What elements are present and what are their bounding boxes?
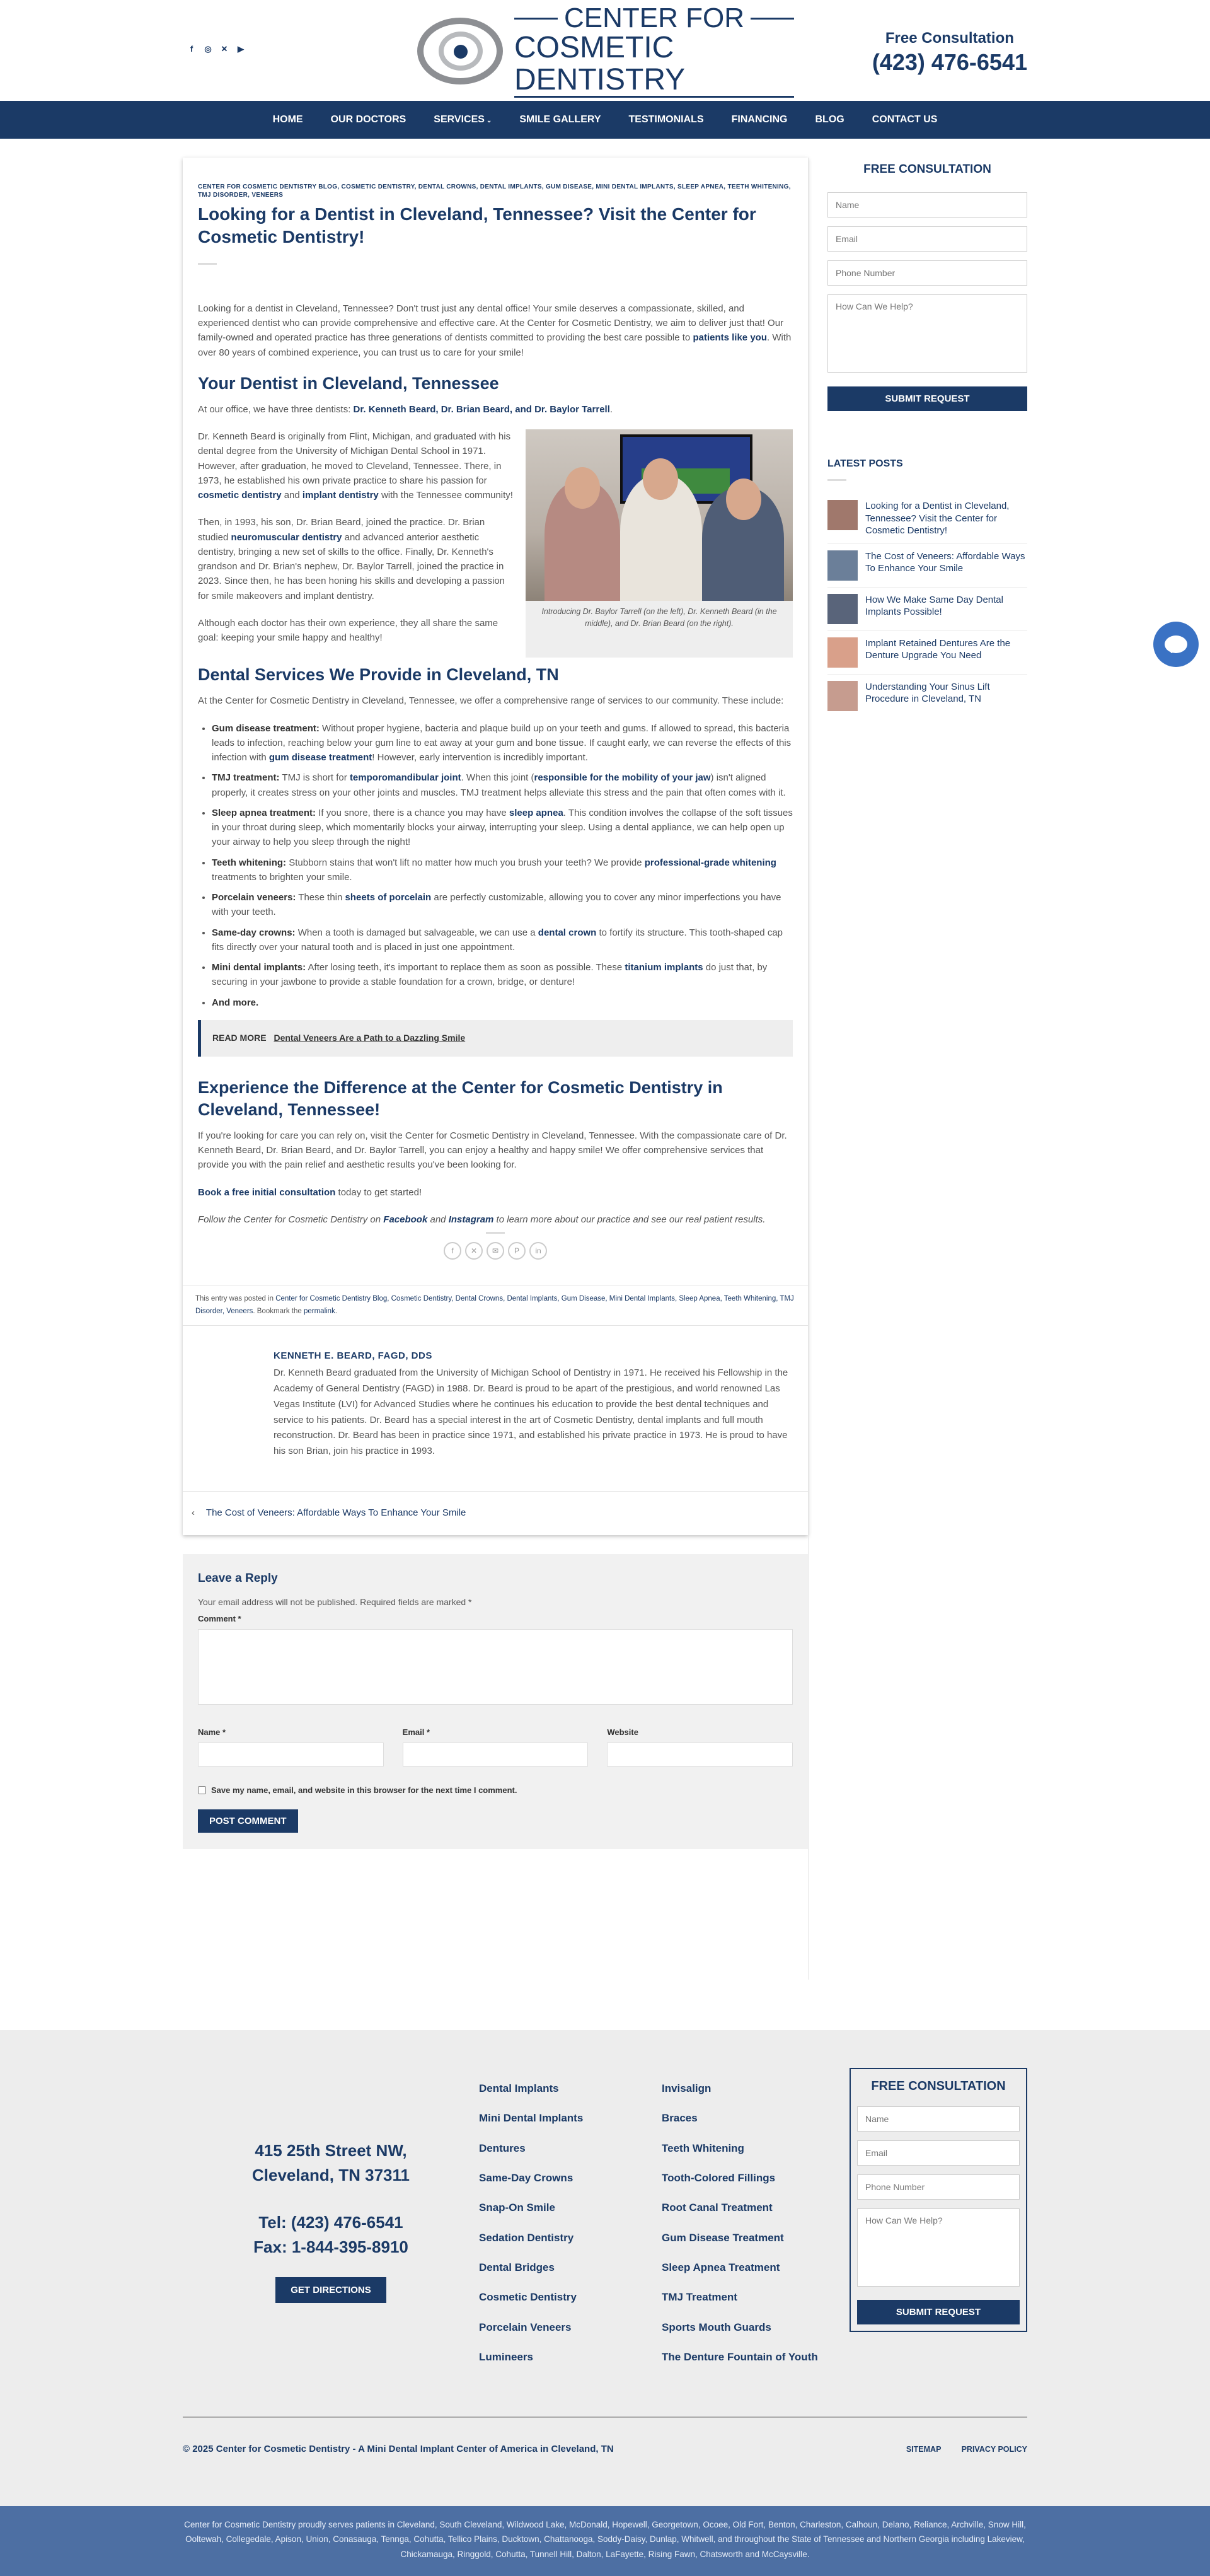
facebook-icon[interactable]: f	[190, 44, 193, 54]
footer-address-line2: Cleveland, TN 37311	[251, 2166, 410, 2184]
brian-paragraph: Then, in 1993, his son, Dr. Brian Beard, joined the practice. Dr. Brian studied neuromuscular dentistry and advanced anterior aesthetic dentistry, bringing a new set of skills to the office. Finally, Dr. Kenneth's grandson and Dr. Brian's nephew, Dr. Baylor Tarrell, joined the practice in 2023. Since then, he has been honing his skills and developing a passion for smile makeovers and implant dentistry.	[198, 517, 505, 601]
list-item	[827, 494, 1027, 543]
author-bio: Dr. Kenneth Beard graduated from the University of Michigan School of Dentistry in 1971. He received his Fellowship in the Academy of General Dentistry (FAGD) in 1988. Dr. Beard is proud to be apart of the prestigious, and world renowned Las Vegas Institute (LVI) for Advanced Studies where he continues his education to provide the best dental techniques and service to his patients. Dr. Beard has a special interest in the art of Cosmetic Dentistry, dental implants and full mouth reconstruction. Dr. Beard has been in practice since 1971, and established his private practice in 1973. He is proud to have his son Brian, join his practice in 1993.	[274, 1367, 788, 1457]
name-label: Name *	[198, 1727, 226, 1737]
cosmetic-dentistry-link[interactable]: cosmetic dentistry	[198, 490, 282, 501]
email-label: Email *	[402, 1727, 430, 1737]
latest-post-link[interactable]: How We Make Same Day Dental Implants Possible!	[865, 594, 1003, 618]
dentists-link[interactable]: Dr. Kenneth Beard, Dr. Brian Beard, and Dr. Baylor Tarrell	[353, 403, 610, 415]
footer-link[interactable]: Sports Mouth Guards	[662, 2321, 771, 2333]
reply-note: Your email address will not be published. Required fields are marked *	[198, 1596, 472, 1607]
share-facebook-icon[interactable]: f	[444, 1242, 461, 1260]
instagram-link[interactable]: Instagram	[448, 1214, 494, 1225]
doctors-section	[198, 429, 793, 658]
kenneth-paragraph: Dr. Kenneth Beard is originally from Flint, Michigan, and graduated with his dental degree from the University of Michigan Dental School in 1971. However, after graduation, he moved to Cleveland, Tennessee. There, in 1973, he established his own private practice to share his passion for cosmetic dentistry and implant dentistry with the Tennessee community!	[198, 431, 513, 501]
service-areas	[0, 2506, 1210, 2576]
footer-phone-input[interactable]	[857, 2174, 1020, 2200]
main-nav	[0, 101, 1210, 139]
youtube-icon[interactable]: ▶	[238, 44, 244, 54]
nav-home[interactable]: HOME	[272, 113, 303, 125]
footer-link[interactable]: Sleep Apnea Treatment	[662, 2261, 780, 2274]
post-thumbnail[interactable]	[827, 594, 858, 624]
chat-icon	[1165, 635, 1187, 653]
services-intro: At the Center for Cosmetic Dentistry in Cleveland, Tennessee, we offer a comprehensive range of services to our community. These include:	[198, 695, 784, 707]
footer-form-title: FREE CONSULTATION	[871, 2079, 1006, 2093]
photo-caption: Introducing Dr. Baylor Tarrell (on the left), Dr. Kenneth Beard (in the middle), and Dr. Brian Beard (on the right).	[541, 607, 777, 628]
footer-submit-button[interactable]: SUBMIT REQUEST	[857, 2300, 1020, 2324]
latest-post-link[interactable]: Understanding Your Sinus Lift Procedure in Cleveland, TN	[865, 681, 990, 705]
read-more-link[interactable]: Dental Veneers Are a Path to a Dazzling Smile	[274, 1032, 466, 1043]
footer-fax: Fax: 1-844-395-8910	[253, 2237, 408, 2256]
footer-link[interactable]: Braces	[662, 2112, 698, 2125]
jaw-mobility-link[interactable]: responsible for the mobility of your jaw	[534, 772, 711, 784]
save-info-checkbox[interactable]	[198, 1786, 206, 1794]
share-x-icon[interactable]: ✕	[465, 1242, 483, 1260]
footer-link[interactable]: Gum Disease Treatment	[662, 2231, 784, 2244]
list-item: • Sleep apnea treatment: If you snore, there is a chance you may have sleep apnea. This condition involves the collapse of the soft tissues in your throat during sleep, which momentarily blocks your airway, interrupting your sleep. Using a dental appliance, we can help open up your airway to help you sleep through the night!	[212, 806, 793, 850]
footer-name-input[interactable]	[857, 2106, 1020, 2132]
intro-paragraph: Looking for a dentist in Cleveland, Tennessee? Don't trust just any dental office! Your smile deserves a compassionate, skilled, and experienced dentist who can provide comprehensive and effective care. At the Center for Cosmetic Dentistry, we aim to deliver just that! Our family-owned and operated practice has three generations of dentists committed to providing the best care possible to patients like you. With over 80 years of combined experience, you can trust us to care for your smile!	[198, 303, 792, 358]
x-twitter-icon[interactable]: ✕	[221, 44, 228, 54]
footer-link[interactable]: Tooth-Colored Fillings	[662, 2172, 776, 2184]
nav-contact-us[interactable]: CONTACT US	[872, 113, 938, 125]
sidebar-help-textarea[interactable]	[827, 294, 1027, 373]
privacy-policy-link[interactable]: PRIVACY POLICY	[961, 2445, 1027, 2454]
list-item	[827, 674, 1027, 717]
chevron-down-icon: ⌄	[486, 117, 492, 124]
social-links	[187, 44, 246, 54]
cta-label: Free Consultation	[885, 30, 1014, 47]
three-dentists-paragraph: At our office, we have three dentists: Dr. Kenneth Beard, Dr. Brian Beard, and Dr. Baylor Tarrell.	[198, 403, 613, 415]
header-cta	[872, 26, 1027, 75]
doctors-photo-figure	[526, 429, 793, 658]
footer-link[interactable]: TMJ Treatment	[662, 2291, 737, 2304]
sidebar-form-title: FREE CONSULTATION	[863, 163, 991, 176]
share-pinterest-icon[interactable]: P	[508, 1242, 526, 1260]
footer-tel[interactable]: Tel: (423) 476-6541	[258, 2213, 403, 2232]
titanium-implants-link[interactable]: titanium implants	[625, 962, 703, 973]
footer-link[interactable]: Teeth Whitening	[662, 2142, 744, 2154]
follow-paragraph: Follow the Center for Cosmetic Dentistry on Facebook and Instagram to learn more about our practice and see our real patient results.	[198, 1214, 766, 1225]
website-input[interactable]	[607, 1743, 793, 1767]
services-list	[212, 721, 793, 1010]
post-comment-button[interactable]: POST COMMENT	[198, 1809, 298, 1833]
footer-consultation-form	[850, 2068, 1027, 2332]
nav-services-label: SERVICES	[434, 113, 485, 125]
list-item	[827, 543, 1027, 587]
post-thumbnail[interactable]	[827, 681, 858, 711]
article-title: Looking for a Dentist in Cleveland, Tennessee? Visit the Center for Cosmetic Dentistry!	[198, 204, 756, 247]
name-input[interactable]	[198, 1743, 384, 1767]
permalink-link[interactable]: permalink	[303, 1307, 335, 1315]
nav-blog[interactable]: BLOG	[815, 113, 844, 125]
gum-disease-link[interactable]: gum disease treatment	[268, 752, 372, 763]
site-header	[0, 0, 1210, 101]
post-thumbnail[interactable]	[827, 500, 858, 530]
comment-label: Comment *	[198, 1614, 241, 1624]
doctors-photo	[526, 429, 793, 601]
previous-post-link[interactable]: The Cost of Veneers: Affordable Ways To Enhance Your Smile	[205, 1507, 466, 1518]
footer-contact	[183, 2068, 479, 2379]
share-buttons	[198, 1242, 793, 1260]
tmj-link[interactable]: temporomandibular joint	[349, 772, 461, 784]
post-navigation	[183, 1491, 808, 1535]
nav-testimonials[interactable]: TESTIMONIALS	[628, 113, 704, 125]
list-item: • Gum disease treatment: Without proper hygiene, bacteria and plaque build up on your teeth and gums. If allowed to spread, this bacteria leads to infection, reaching below your gum line to eat away at your gum and bone tissue. If caught early, we can reverse the effects of this infection with gum disease treatment! However, early intervention is incredibly important.	[212, 721, 793, 765]
author-box	[183, 1325, 808, 1491]
posted-categories-links[interactable]: Center for Cosmetic Dentistry Blog, Cosmetic Dentistry, Dental Crowns, Dental Implants, Gum Disease, Mini Dental Implants, Sleep Apnea, Teeth Whitening, TMJ Disorder, Veneers	[195, 1295, 794, 1315]
footer-link[interactable]: Same-Day Crowns	[479, 2172, 573, 2184]
chat-widget-button[interactable]	[1153, 622, 1199, 667]
sidebar-submit-button[interactable]: SUBMIT REQUEST	[827, 386, 1027, 411]
latest-post-link[interactable]: The Cost of Veneers: Affordable Ways To Enhance Your Smile	[865, 550, 1025, 574]
latest-posts-list	[827, 494, 1027, 717]
footer-bottom-bar	[183, 2416, 1027, 2505]
facebook-link[interactable]: Facebook	[383, 1214, 428, 1225]
sleep-apnea-link[interactable]: sleep apnea	[509, 807, 563, 818]
post-thumbnail[interactable]	[827, 637, 858, 668]
nav-financing[interactable]: FINANCING	[731, 113, 788, 125]
get-directions-button[interactable]: GET DIRECTIONS	[275, 2277, 386, 2303]
footer-link[interactable]: Lumineers	[479, 2351, 533, 2364]
list-item: • Porcelain veneers: These thin sheets of porcelain are perfectly customizable, allowing you to cover any minor imperfections you have with your teeth.	[212, 890, 793, 920]
footer-link[interactable]: Porcelain Veneers	[479, 2321, 572, 2333]
latest-posts-title: LATEST POSTS	[827, 456, 1027, 482]
share-linkedin-icon[interactable]: in	[529, 1242, 547, 1260]
footer-link[interactable]: The Denture Fountain of Youth	[662, 2351, 818, 2364]
sidebar-name-input[interactable]	[827, 192, 1027, 218]
footer-service-links	[479, 2068, 844, 2379]
patients-like-you-link[interactable]: patients like you	[693, 332, 767, 344]
author-name: KENNETH E. BEARD, FAGD, DDS	[274, 1350, 432, 1362]
neuromuscular-dentistry-link[interactable]: neuromuscular dentistry	[231, 531, 342, 543]
whitening-link[interactable]: professional-grade whitening	[644, 857, 776, 868]
nav-services[interactable]	[434, 112, 492, 128]
list-item: • TMJ treatment: TMJ is short for temporomandibular joint. When this joint (responsible for the mobility of your jaw) isn't aligned properly, it creates stress on your other joints and muscles. TMJ treatment helps alleviate this stress and the pain that often comes with it.	[212, 770, 793, 800]
footer-link[interactable]: Snap-On Smile	[479, 2202, 555, 2214]
footer-address-line1: 415 25th Street NW,	[255, 2141, 407, 2160]
chevron-left-icon: ‹	[192, 1507, 195, 1518]
logo-bottom-text: COSMETIC DENTISTRY	[514, 32, 794, 98]
sidebar-phone-input[interactable]	[827, 260, 1027, 286]
read-more-box	[198, 1020, 793, 1057]
service-areas-text: Center for Cosmetic Dentistry proudly serves patients in Cleveland, South Cleveland, Wildwood Lake, McDonald, Hopewell, Georgetown, Ocoee, Old Fort, Benton, Charleston, Calhoun, Delano, Reliance, Archville, Snow Hill, Ooltewah, Collegedale, Apison, Union, Conasauga, Tennga, Cohutta, Tellico Plains, Ducktown, Chattanooga, Soddy-Daisy, Dunlap, Whitwell, and throughout the State of Tennessee and Northern Georgia including Lakeview, Chickamauga, Ringgold, Cohutta, Tunnell Hill, Dalton, LaFayette, Rising Fawn, Chatsworth and McCaysville.	[184, 2519, 1026, 2559]
footer-link[interactable]: Dentures	[479, 2142, 526, 2154]
list-item: • Teeth whitening: Stubborn stains that won't lift no matter how much you brush your teeth? We provide professional-grade whitening treatments to brighten your smile.	[212, 856, 793, 885]
footer-link[interactable]: Invisalign	[662, 2082, 712, 2094]
reply-title: Leave a Reply	[198, 1572, 278, 1586]
article-categories[interactable]: CENTER FOR COSMETIC DENTISTRY BLOG, COSMETIC DENTISTRY, DENTAL CROWNS, DENTAL IMPLANTS, GUM DISEASE, MINI DENTAL IMPLANTS, SLEEP APNEA, TEETH WHITENING, TMJ DISORDER, VENEERS	[198, 183, 791, 199]
instagram-icon[interactable]: ◎	[204, 44, 212, 54]
nav-smile-gallery[interactable]: SMILE GALLERY	[519, 113, 601, 125]
heading-your-dentist: Your Dentist in Cleveland, Tennessee	[198, 373, 499, 393]
leave-reply-section	[183, 1554, 808, 1849]
list-item: • Mini dental implants: After losing teeth, it's important to replace them as soon as possible. These titanium implants do just that, by securing in your jawbone to provide a stable foundation for a crown, bridge, or denture!	[212, 960, 793, 990]
footer-email-input[interactable]	[857, 2140, 1020, 2166]
list-item	[827, 587, 1027, 630]
list-item: • Same-day crowns: When a tooth is damaged but salvageable, we can use a dental crown to fortify its structure. This tooth-shaped cap fits directly over your natural tooth and is placed in just one appointment.	[212, 925, 793, 955]
footer-link[interactable]: Dental Implants	[479, 2082, 559, 2094]
latest-post-link[interactable]: Implant Retained Dentures Are the Denture Upgrade You Need	[865, 637, 1011, 661]
blog-article	[183, 158, 808, 1535]
veneers-link[interactable]: sheets of porcelain	[345, 892, 432, 903]
list-item: • And more.	[212, 995, 793, 1010]
save-info-label: Save my name, email, and website in this browser for the next time I comment.	[211, 1785, 517, 1795]
site-logo[interactable]	[416, 3, 794, 96]
dental-crown-link[interactable]: dental crown	[538, 927, 597, 938]
read-more-label: READ MORE	[212, 1032, 267, 1043]
footer-link[interactable]: Root Canal Treatment	[662, 2202, 773, 2214]
book-paragraph: Book a free initial consultation today to get started!	[198, 1186, 422, 1198]
sitemap-link[interactable]: SITEMAP	[906, 2445, 942, 2454]
footer-link[interactable]: Dental Bridges	[479, 2261, 555, 2274]
website-label: Website	[607, 1727, 638, 1737]
title-divider	[198, 263, 217, 265]
nav-our-doctors[interactable]: OUR DOCTORS	[330, 113, 406, 125]
heading-services: Dental Services We Provide in Cleveland, TN	[198, 665, 559, 685]
site-footer	[0, 2030, 1210, 2576]
footer-link[interactable]: Mini Dental Implants	[479, 2112, 584, 2125]
list-item	[827, 630, 1027, 674]
implant-dentistry-link[interactable]: implant dentistry	[302, 490, 379, 501]
book-consultation-link[interactable]: Book a free initial consultation	[198, 1186, 336, 1198]
footer-link[interactable]: Sedation Dentistry	[479, 2231, 574, 2244]
sidebar	[808, 158, 1027, 1980]
logo-top-text: CENTER FOR	[564, 3, 744, 34]
comment-textarea[interactable]	[198, 1629, 793, 1705]
post-thumbnail[interactable]	[827, 550, 858, 581]
email-input[interactable]	[403, 1743, 589, 1767]
cta-phone-link[interactable]: (423) 476-6541	[872, 49, 1027, 76]
footer-link[interactable]: Cosmetic Dentistry	[479, 2291, 577, 2304]
posted-in: This entry was posted in Center for Cosmetic Dentistry Blog, Cosmetic Dentistry, Dental Crowns, Dental Implants, Gum Disease, Mini Dental Implants, Sleep Apnea, Teeth Whitening, TMJ Disorder, Veneers. Bookmark the permalink.	[183, 1285, 808, 1325]
content-column	[183, 158, 808, 1980]
sidebar-email-input[interactable]	[827, 226, 1027, 252]
experience-paragraph: If you're looking for care you can rely on, visit the Center for Cosmetic Dentistry in Cleveland, Tennessee. With the compassionate care of Dr. Kenneth Beard, Dr. Brian Beard, and Dr. Baylor Tarrell, you can enjoy a healthy and happy smile! We offer comprehensive services that provide you with the pain relief and aesthetic results you've been looking for.	[198, 1130, 787, 1171]
shared-goal-paragraph: Although each doctor has their own experience, they all share the same goal: keeping your smile happy and healthy!	[198, 617, 498, 644]
heading-experience: Experience the Difference at the Center for Cosmetic Dentistry in Cleveland, Tennessee!	[198, 1077, 723, 1119]
latest-post-link[interactable]: Looking for a Dentist in Cleveland, Tennessee? Visit the Center for Cosmetic Dentistry!	[865, 501, 1010, 537]
footer-help-textarea[interactable]	[857, 2208, 1020, 2287]
share-email-icon[interactable]: ✉	[487, 1242, 504, 1260]
logo-mark-icon	[416, 14, 504, 88]
main-area	[183, 139, 1027, 1980]
copyright: © 2025 Center for Cosmetic Dentistry - A Mini Dental Implant Center of America in Cleveland, TN	[183, 2444, 614, 2455]
